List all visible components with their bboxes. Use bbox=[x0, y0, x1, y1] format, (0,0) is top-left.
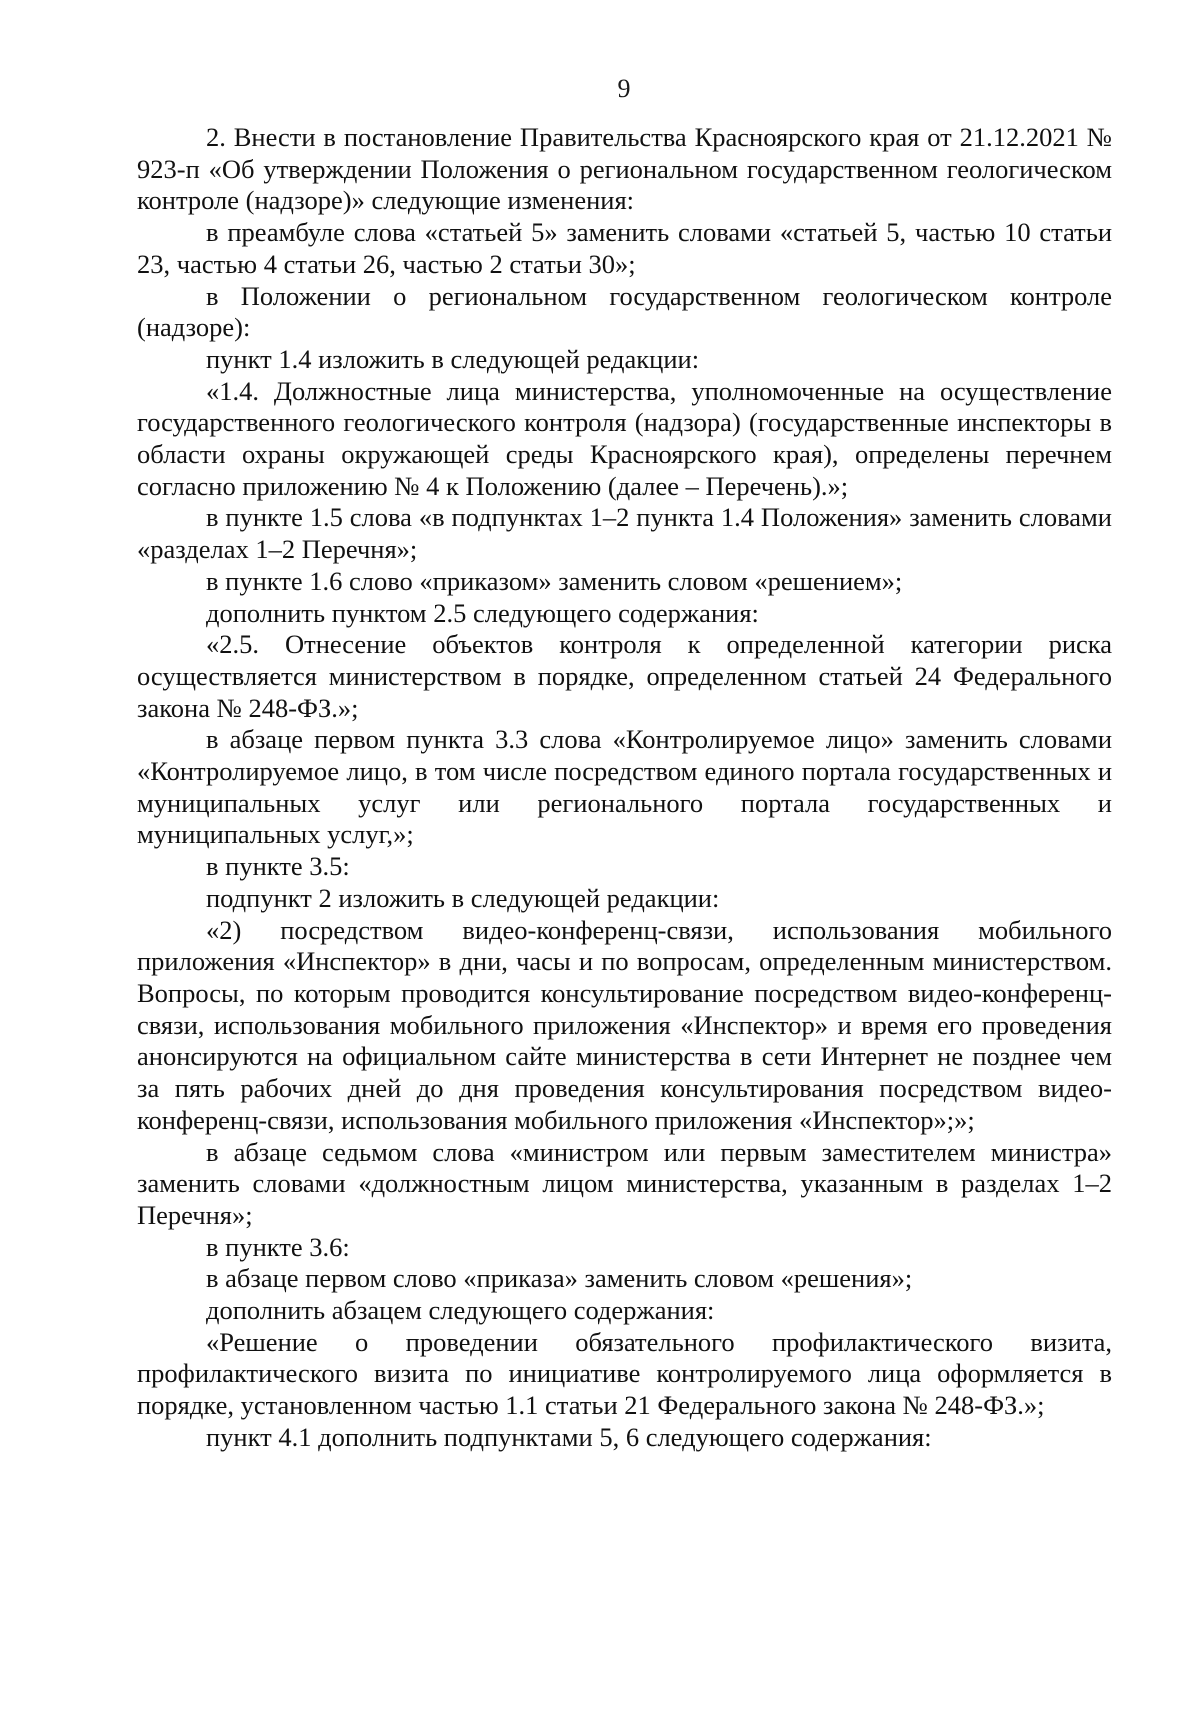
paragraph-amendment-intro: 2. Внести в постановление Правительства Красноярского края от 21.12.2021 № 923-п «Об утверждении Положения о региональном государственном геологическом контроле (надзоре)» следующие изменения: bbox=[137, 122, 1112, 216]
paragraph-point-3-6-intro: в пункте 3.6: bbox=[206, 1231, 350, 1262]
paragraph-point-2-5-text: «2.5. Отнесение объектов контроля к определенной категории риска осуществляется министерством в порядке, определенном статьей 24 Федерального закона № 248-ФЗ.»; bbox=[137, 629, 1112, 723]
paragraph-point-1-5-change: в пункте 1.5 слова «в подпунктах 1–2 пункта 1.4 Положения» заменить словами «разделах 1–2 Перечня»; bbox=[137, 502, 1112, 565]
paragraph-subpoint-2-intro: подпункт 2 изложить в следующей редакции: bbox=[206, 882, 720, 913]
paragraph-regulation-heading: в Положении о региональном государственном геологическом контроле (надзоре): bbox=[137, 280, 1112, 343]
paragraph-added-abzac-text: «Решение о проведении обязательного профилактического визита, профилактического визита по инициативе контролируемого лица оформляется в порядке, установленном частью 1.1 статьи 21 Федерального закона № 248-ФЗ.»; bbox=[137, 1326, 1112, 1421]
paragraph-seventh-abzac-change: в абзаце седьмом слова «министром или первым заместителем министра» заменить словами «должностным лицом министерства, указанным в разделах 1–2 Перечня»; bbox=[137, 1136, 1112, 1230]
paragraph-point-3-5-intro: в пункте 3.5: bbox=[206, 851, 350, 882]
paragraph-point-3-6-first-abzac: в абзаце первом слово «приказа» заменить словом «решения»; bbox=[206, 1263, 913, 1294]
paragraph-point-1-4-text: «1.4. Должностные лица министерства, уполномоченные на осуществление государственного геологического контроля (надзора) (государственные инспекторы в области охраны окружающей среды Красноярского края), определены перечнем согласно приложению № 4 к Положению (далее – Перечень).»; bbox=[137, 375, 1112, 501]
paragraph-add-abzac-intro: дополнить абзацем следующего содержания: bbox=[206, 1295, 715, 1326]
document-body bbox=[137, 122, 1112, 1454]
paragraph-subpoint-2-text: «2) посредством видео-конференц-связи, использования мобильного приложения «Инспектор» в дни, часы и по вопросам, определенным министерством. Вопросы, по которым проводится консультирование посредством видео-конференц-связи, использования мобильного приложения «Инспектор» и время его проведения анонсируются на официальном сайте министерства в сети Интернет не позднее чем за пять рабочих дней до дня проведения консультирования посредством видео-конференц-связи, использования мобильного приложения «Инспектор»;»; bbox=[137, 914, 1112, 1135]
paragraph-point-2-5-intro: дополнить пунктом 2.5 следующего содержания: bbox=[206, 597, 759, 628]
paragraph-point-1-6-change: в пункте 1.6 слово «приказом» заменить словом «решением»; bbox=[206, 565, 903, 596]
paragraph-point-1-4-intro: пункт 1.4 изложить в следующей редакции: bbox=[206, 343, 700, 374]
paragraph-point-4-1-intro: пункт 4.1 дополнить подпунктами 5, 6 следующего содержания: bbox=[206, 1421, 932, 1452]
page-number: 9 bbox=[617, 74, 631, 103]
paragraph-point-3-3-change: в абзаце первом пункта 3.3 слова «Контролируемое лицо» заменить словами «Контролируемое лицо, в том числе посредством единого портала государственных и муниципальных услуг или регионального портала государственных и муниципальных услуг,»; bbox=[137, 724, 1112, 850]
paragraph-preamble-change: в преамбуле слова «статьей 5» заменить словами «статьей 5, частью 10 статьи 23, частью 4 статьи 26, частью 2 статьи 30»; bbox=[137, 217, 1112, 279]
